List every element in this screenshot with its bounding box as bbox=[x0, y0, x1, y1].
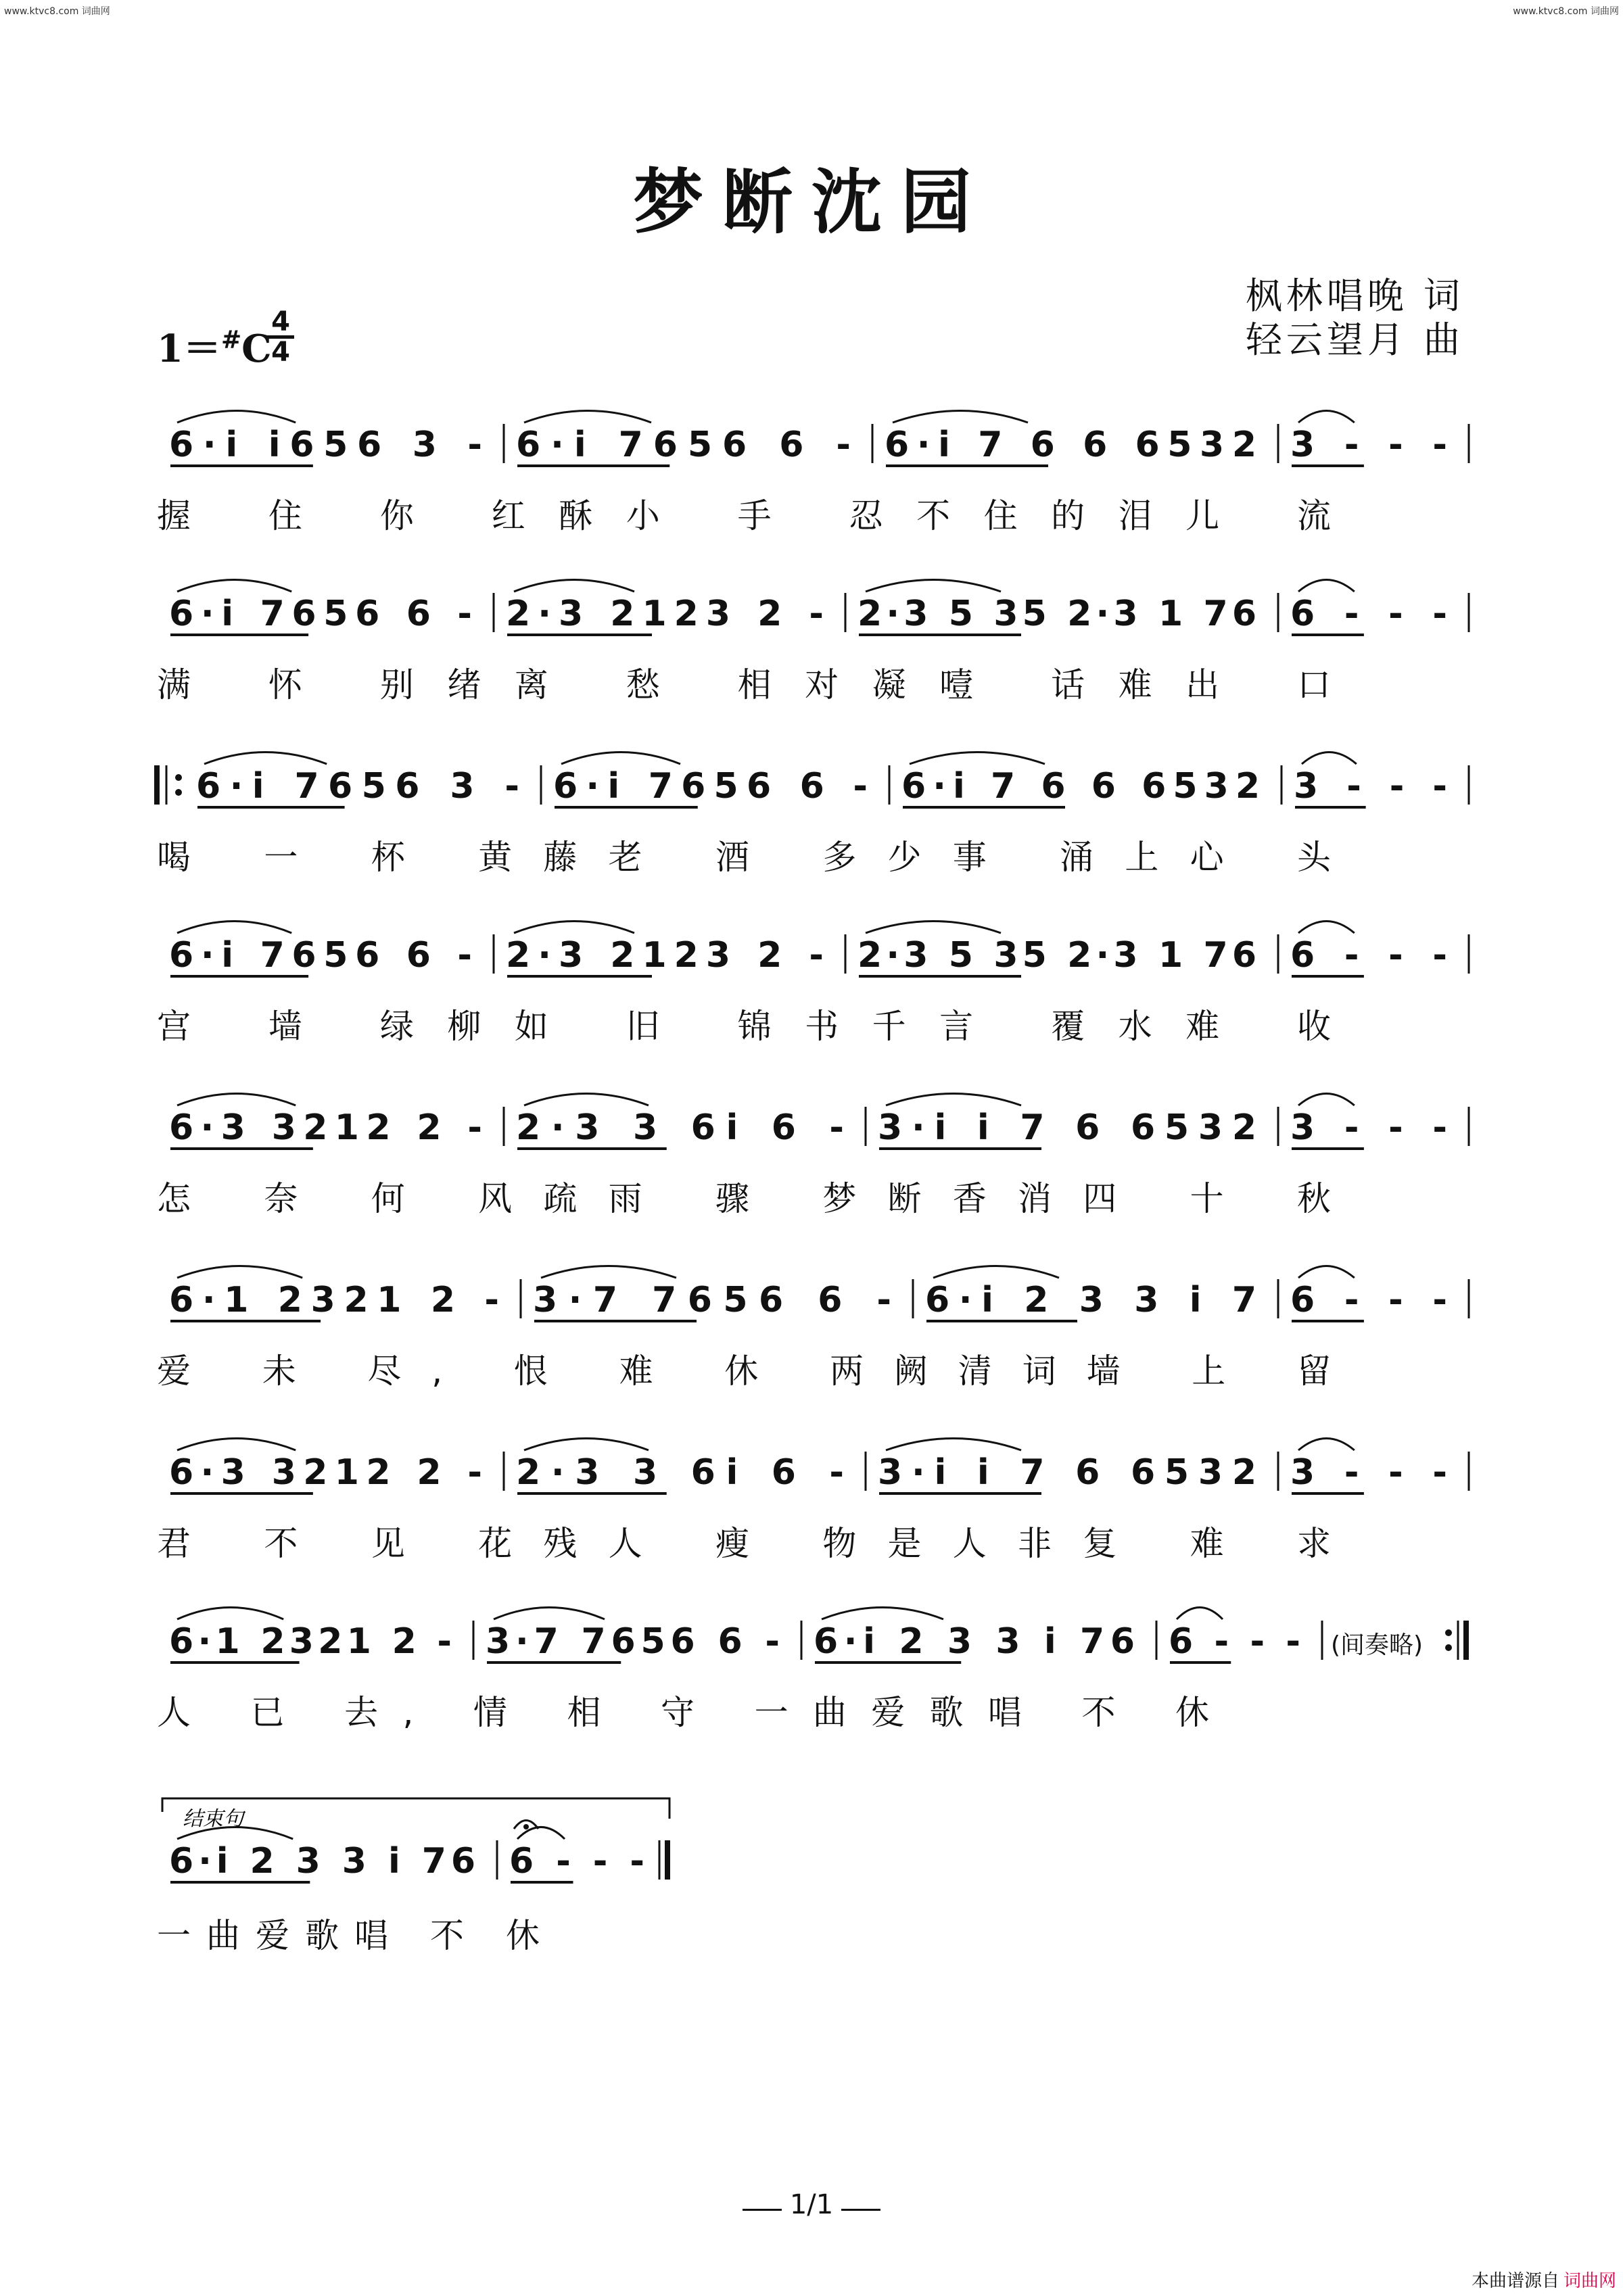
slur-arc bbox=[541, 1266, 676, 1278]
measure-notes: 6·i 7 6 6 6532 bbox=[901, 766, 1260, 807]
page-number: 1/1 bbox=[0, 2189, 1623, 2220]
source-footer bbox=[1472, 2267, 1616, 2292]
measure-notes: 6·i i656 3 - bbox=[169, 425, 482, 465]
measure-notes: 6·i 7656 6 - bbox=[169, 935, 472, 976]
slur-arc bbox=[822, 1608, 943, 1620]
measure-notes: 3·7 7656 6 - bbox=[533, 1280, 891, 1320]
slur-arc bbox=[204, 752, 327, 765]
repeat-dot bbox=[1445, 1629, 1452, 1636]
slur-arc bbox=[1298, 580, 1355, 592]
measure-notes: 6·3 3212 2 - bbox=[169, 1107, 482, 1148]
slur-arc bbox=[514, 922, 634, 934]
lyric-line: 满 怀 别绪离 愁 相对凝噎 话难出 口 bbox=[157, 665, 1334, 704]
lyricist-credit: 枫林唱晚 词 bbox=[1245, 274, 1464, 317]
measure-notes: 2·3 2123 2 - bbox=[506, 935, 824, 976]
time-signature-bottom: 4 bbox=[271, 337, 290, 368]
measure-notes: 6 - - - bbox=[1290, 1280, 1447, 1320]
measure-notes: 3 - - - bbox=[1290, 425, 1447, 465]
lyric-line: 一曲爱歌唱 不 休 bbox=[157, 1916, 542, 1955]
lyric-line: 人 已 去, 情 相 守 一曲爱歌唱 不 休 bbox=[157, 1693, 1212, 1732]
measure-notes: 6·i 7656 6 - bbox=[169, 594, 472, 634]
measure-notes: 6 - - - bbox=[1290, 594, 1447, 634]
slur-arc bbox=[1302, 752, 1357, 765]
measure-notes: 6·3 3212 2 - bbox=[169, 1452, 482, 1493]
slur-arc bbox=[1298, 922, 1355, 934]
measure-notes: 6·i 2 3 3 i 76 bbox=[169, 1841, 475, 1882]
measure-notes: 3·7 7656 6 - bbox=[486, 1621, 780, 1662]
slur-arc bbox=[910, 752, 1045, 765]
measure-notes: 2·3 2123 2 - bbox=[506, 594, 824, 634]
sharp-symbol: # bbox=[220, 326, 242, 354]
measure-notes: 6·1 2321 2 - bbox=[169, 1280, 499, 1320]
slur-arc bbox=[886, 1094, 1021, 1106]
repeat-dot bbox=[175, 789, 182, 796]
slur-arc bbox=[177, 922, 291, 934]
footer-text: 本曲谱源自 bbox=[1471, 2271, 1559, 2291]
key-prefix: 1＝ bbox=[157, 327, 221, 371]
repeat-dot bbox=[1445, 1644, 1452, 1651]
lyric-line: 宫 墙 绿柳如 旧 锦书千言 覆水难 收 bbox=[157, 1007, 1334, 1046]
measure-notes: 2·3 5 35 2·3 1 76 bbox=[857, 594, 1256, 634]
measure-notes: 3 - - - bbox=[1290, 1107, 1447, 1148]
slur-arc bbox=[886, 1439, 1021, 1451]
measure-notes: 2·3 3 6i 6 - bbox=[516, 1452, 844, 1493]
slur-arc bbox=[517, 1827, 565, 1840]
song-title: 梦断沈园 bbox=[632, 160, 990, 243]
measure-notes: 6·i 7 6 6 6532 bbox=[885, 425, 1256, 465]
measure-notes: 6·i 7656 6 - bbox=[553, 766, 868, 807]
slur-arc bbox=[561, 752, 680, 765]
slur-arc bbox=[524, 411, 651, 423]
measure-notes: 2·3 5 35 2·3 1 76 bbox=[857, 935, 1256, 976]
fermata-dot bbox=[523, 1824, 529, 1829]
measure-notes: 6 - - - bbox=[509, 1841, 644, 1882]
slur-arc bbox=[177, 411, 296, 423]
lyric-line: 怎 奈 何 风疏雨 骤 梦断香消四 十 秋 bbox=[157, 1179, 1334, 1218]
measure-notes: 3·i i 7 6 6532 bbox=[878, 1107, 1256, 1148]
slur-arc bbox=[514, 580, 634, 592]
slur-arc bbox=[893, 411, 1028, 423]
slur-arc bbox=[1298, 1266, 1355, 1278]
slur-arc bbox=[933, 1266, 1059, 1278]
lyric-line: 君 不 见 花残人 瘦 物是人非复 难 求 bbox=[157, 1524, 1334, 1563]
time-signature-top: 4 bbox=[271, 306, 290, 337]
slur-arc bbox=[524, 1439, 649, 1451]
measure-notes: 6 - - - bbox=[1169, 1621, 1300, 1662]
lyric-line: 握 住 你 红酥小 手 忍不住的泪儿 流 bbox=[157, 496, 1334, 535]
footer-brand: 词曲网 bbox=[1563, 2271, 1616, 2291]
slur-arc bbox=[177, 1266, 302, 1278]
lyric-line: 爱 未 尽, 恨 难 休 两阙清词墙 上 留 bbox=[157, 1352, 1334, 1391]
repeat-dot bbox=[175, 774, 182, 781]
measure-notes: 2·3 3 6i 6 - bbox=[516, 1107, 844, 1148]
ending-label: 结束句 bbox=[183, 1807, 243, 1831]
slur-arc bbox=[866, 922, 1001, 934]
slur-arc bbox=[1298, 411, 1355, 423]
key-note: C bbox=[241, 327, 272, 371]
slur-arc bbox=[177, 1439, 296, 1451]
slur-arc bbox=[494, 1608, 605, 1620]
header-left: www.ktvc8.com 词曲网 bbox=[4, 6, 110, 17]
measure-notes: 6·1 2321 2 - bbox=[169, 1621, 452, 1662]
slur-arc bbox=[177, 1094, 296, 1106]
measure-notes: 6·i 2 3 3 i 7 bbox=[925, 1280, 1256, 1320]
measure-notes: 3 - - - bbox=[1290, 1452, 1447, 1493]
lyric-line: 喝 一 杯 黄藤老 酒 多少事 涌上心 头 bbox=[157, 838, 1334, 877]
header-right: www.ktvc8.com 词曲网 bbox=[1513, 6, 1619, 17]
slur-arc bbox=[177, 1608, 283, 1620]
slur-arc bbox=[177, 580, 291, 592]
measure-notes: 6·i 7656 6 - bbox=[516, 425, 851, 465]
measure-notes: 6·i 7656 3 - bbox=[196, 766, 519, 807]
measure-notes: 6 - - - bbox=[1290, 935, 1447, 976]
slur-arc bbox=[524, 1094, 649, 1106]
slur-arc bbox=[1177, 1608, 1223, 1620]
composer-credit: 轻云望月 曲 bbox=[1245, 318, 1464, 361]
slur-arc bbox=[866, 580, 1001, 592]
interlude-label: (间奏略) bbox=[1331, 1631, 1424, 1659]
measure-notes: 3·i i 7 6 6532 bbox=[878, 1452, 1256, 1493]
measure-notes: 6·i 2 3 3 i 76 bbox=[814, 1621, 1135, 1662]
slur-arc bbox=[1298, 1094, 1355, 1106]
measure-notes: 3 - - - bbox=[1294, 766, 1447, 807]
slur-arc bbox=[1298, 1439, 1355, 1451]
